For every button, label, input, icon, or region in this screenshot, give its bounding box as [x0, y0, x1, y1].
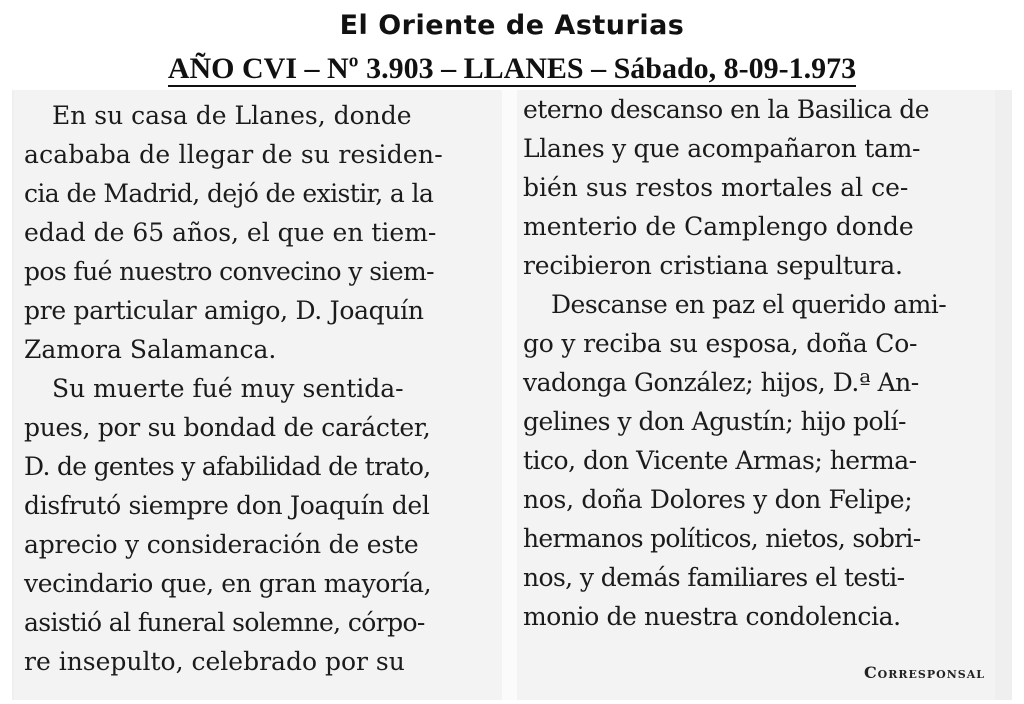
text-line: monio de nuestra condolencia.: [523, 602, 901, 631]
text-line: eterno descanso en la Basilica de: [523, 95, 930, 124]
text-line: cia de Madrid, dejó de existir, a la: [24, 179, 434, 208]
text-line: nos, doña Dolores y don Felipe;: [523, 485, 913, 514]
text-line: menterio de Camplengo donde: [523, 212, 914, 241]
page-header: [0, 0, 1024, 90]
text-line: pues, por su bondad de carácter,: [24, 413, 431, 442]
text-line: go y reciba su esposa, doña Co-: [523, 329, 918, 358]
text-line: nos, y demás familiares el testi-: [523, 563, 905, 592]
text-line: hermanos políticos, nietos, sobri-: [523, 524, 921, 553]
text-line: Llanes y que acompañaron tam-: [523, 134, 921, 163]
text-line: asistió al funeral solemne, córpo-: [24, 608, 425, 637]
text-line: Descanse en paz el querido ami-: [551, 290, 947, 319]
newspaper-masthead: El Oriente de Asturias: [339, 10, 685, 41]
text-line: recibieron cristiana sepultura.: [523, 251, 903, 280]
text-line: Su muerte fué muy sentida-: [52, 374, 404, 403]
text-line: aprecio y consideración de este: [24, 530, 419, 559]
text-line: bién sus restos mortales al ce-: [523, 173, 909, 202]
text-line: vadonga González; hijos, D.ª An-: [523, 368, 919, 397]
text-line: acababa de llegar de su residen-: [24, 140, 443, 169]
issue-dateline: [0, 52, 1024, 86]
signature: Corresponsal: [863, 663, 985, 682]
text-line: pos fué nuestro convecino y siem-: [24, 257, 434, 286]
text-line: Zamora Salamanca.: [24, 335, 277, 364]
text-line: tico, don Vicente Armas; herma-: [523, 446, 917, 475]
column-gutter: [502, 90, 517, 700]
text-line: vecindario que, en gran mayoría,: [24, 569, 432, 598]
issue-dateline-text: AÑO CVI – Nº 3.903 – LLANES – Sábado, 8-09-1.973: [167, 52, 857, 85]
text-line: edad de 65 años, el que en tiem-: [24, 218, 437, 247]
text-line: gelines y don Agustín; hijo polí-: [523, 407, 906, 436]
text-line: pre particular amigo, D. Joaquín: [24, 296, 424, 325]
text-line: disfrutó siempre don Joaquín del: [24, 491, 430, 520]
text-line: En su casa de Llanes, donde: [52, 101, 412, 130]
left-column: [14, 90, 502, 700]
text-line: re insepulto, celebrado por su: [24, 647, 405, 676]
right-column: [517, 90, 995, 700]
newspaper-clipping: [12, 90, 1012, 700]
text-line: D. de gentes y afabilidad de trato,: [24, 452, 431, 481]
